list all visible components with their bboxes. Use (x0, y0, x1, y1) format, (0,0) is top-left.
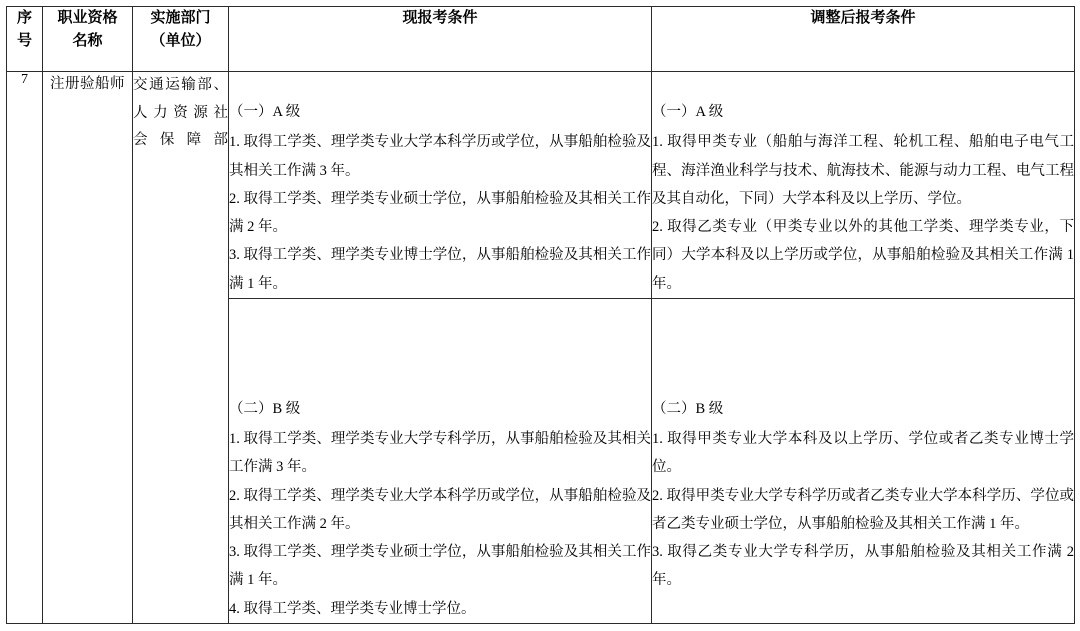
table-body (7, 72, 1075, 624)
adjusted-b-item-3: 3. 取得乙类专业大学专科学历，从事船舶检验及其相关工作满 2 年。 (652, 544, 1074, 589)
header-implementing-department-line1: 实施部门 (150, 10, 211, 26)
current-b-item-3: 3. 取得工学类、理学类专业硕士学位，从事船舶检验及其相关工作满 1 年。 (229, 544, 651, 589)
adjusted-b-item-1: 1. 取得甲类专业大学本科及以上学历、学位或者乙类专业博士学位。 (652, 431, 1074, 476)
header-sequence (7, 7, 43, 72)
header-current-requirements: 现报考条件 (229, 7, 652, 72)
adjusted-a-item-2: 2. 取得乙类专业（甲类专业以外的其他工学类、理学类专业，下同）大学本科及以上学历或学位，从事船舶检验及其相关工作满 1 年。 (652, 219, 1074, 292)
header-implementing-department (133, 7, 229, 72)
table-row (7, 72, 1075, 299)
header-qualification-name-line2: 名称 (72, 32, 103, 49)
cell-qualification-name: 注册验船师 (43, 72, 133, 624)
current-b-title: （二）B 级 (229, 400, 301, 417)
qualification-requirements-table (6, 6, 1075, 624)
adjusted-b-item-2: 2. 取得甲类专业大学专科学历或者乙类专业大学本科学历、学位或者乙类专业硕士学位，从事船舶检验及其相关工作满 1 年。 (652, 487, 1074, 532)
header-sequence-line1: 序 (16, 10, 32, 26)
current-b-item-2: 2. 取得工学类、理学类专业大学本科学历或学位，从事船舶检验及其相关工作满 2 年。 (229, 487, 651, 532)
cell-sequence-number: 7 (7, 72, 43, 624)
table-header-row (7, 7, 1075, 72)
header-implementing-department-line2: （单位） (150, 32, 211, 49)
current-a-item-2: 2. 取得工学类、理学类专业硕士学位，从事船舶检验及其相关工作满 2 年。 (229, 190, 651, 236)
current-a-item-3: 3. 取得工学类、理学类专业博士学位，从事船舶检验及其相关工作满 1 年。 (229, 247, 651, 292)
cell-current-requirements-level-b (229, 298, 652, 623)
header-qualification-name-line1: 职业资格 (57, 10, 118, 26)
current-a-item-1: 1. 取得工学类、理学类专业大学本科学历或学位，从事船舶检验及其相关工作满 3 年。 (229, 134, 651, 179)
adjusted-a-title: （一）A 级 (652, 104, 724, 120)
department-line-1: 交通运输部、 (133, 77, 228, 93)
header-qualification-name (43, 7, 133, 72)
cell-adjusted-requirements-level-b (652, 298, 1075, 623)
header-adjusted-requirements: 调整后报考条件 (652, 7, 1075, 72)
table-header (7, 7, 1075, 72)
department-line-2: 人力资源社 (133, 104, 228, 121)
current-a-title: （一）A 级 (229, 104, 301, 120)
cell-adjusted-requirements-level-a (652, 72, 1075, 299)
cell-current-requirements-level-a (229, 72, 652, 299)
header-sequence-line2: 号 (16, 32, 32, 49)
current-b-item-4: 4. 取得工学类、理学类专业博士学位。 (229, 600, 476, 617)
adjusted-a-item-1: 1. 取得甲类专业（船舶与海洋工程、轮机工程、船舶电子电气工程、海洋渔业科学与技术、航海技术、能源与动力工程、电气工程及其自动化，下同）大学本科及以上学历、学位。 (652, 134, 1074, 207)
current-b-item-1: 1. 取得工学类、理学类专业大学专科学历，从事船舶检验及其相关工作满 3 年。 (229, 431, 651, 476)
department-line-3: 会保障部 (133, 132, 228, 149)
adjusted-b-title: （二）B 级 (652, 400, 724, 417)
cell-implementing-department (133, 72, 229, 624)
